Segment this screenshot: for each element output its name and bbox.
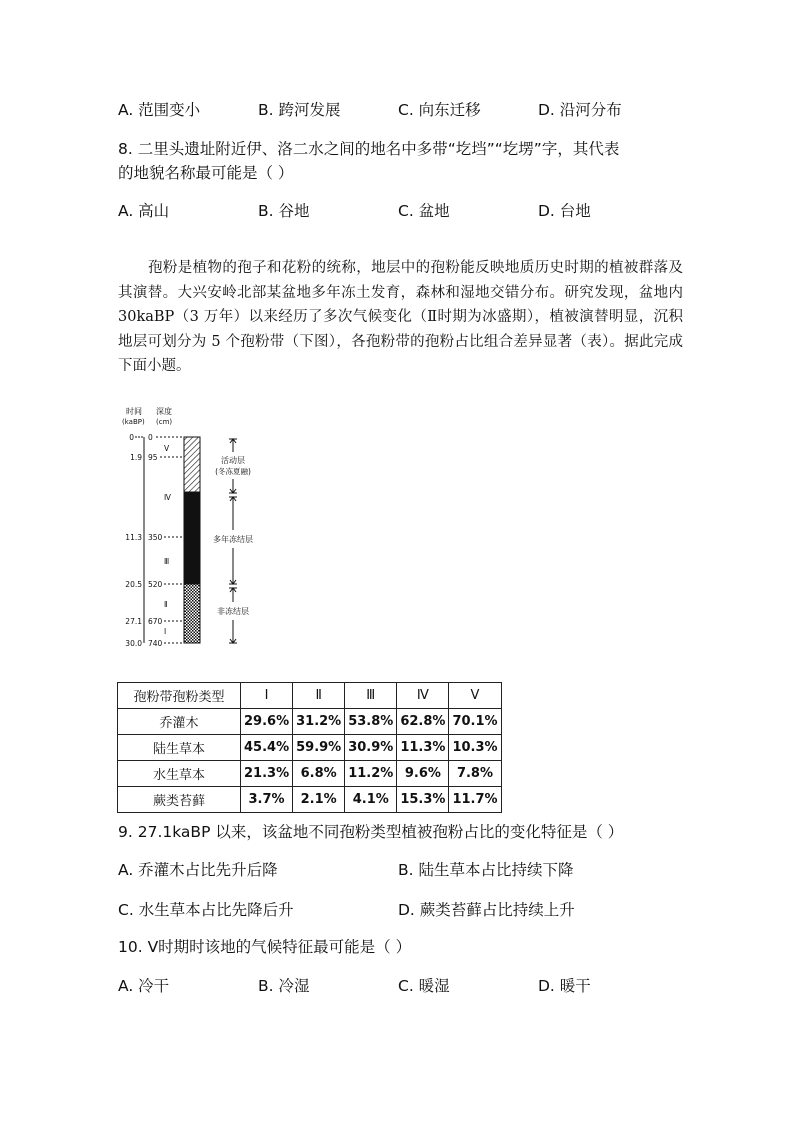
q8-stem-line2: 的地貌名称最可能是（ ）: [118, 164, 294, 182]
table-header-cell: Ⅴ: [449, 683, 501, 709]
q7-option-b: B. 跨河发展: [258, 101, 341, 119]
fig-layer-nonfrozen: [184, 584, 200, 643]
table-cell-type: 水生草本: [118, 761, 241, 787]
table-cell: 29.6%: [241, 709, 293, 735]
fig-header-time: 时间: [126, 407, 142, 416]
fig-depth-label: 350: [148, 533, 163, 542]
table-cell-type: 蕨类苔藓: [118, 787, 241, 813]
fig-zone-1: Ⅰ: [164, 627, 167, 636]
table-cell: 11.7%: [449, 787, 501, 813]
table-cell: 11.3%: [397, 735, 449, 761]
table-cell: 62.8%: [397, 709, 449, 735]
fig-label-nonfrozen: 非冻结层: [217, 607, 249, 616]
fig-time-label: 11.3: [125, 533, 142, 542]
q9-stem: 9. 27.1kaBP 以来，该盆地不同孢粉类型植被孢粉占比的变化特征是（ ）: [118, 823, 624, 841]
table-cell: 2.1%: [293, 787, 345, 813]
q9-option-a: A. 乔灌木占比先升后降: [118, 861, 278, 879]
q9-option-c: C. 水生草本占比先降后升: [118, 901, 294, 919]
fig-layer-permafrost: [184, 492, 200, 584]
q10-option-a: A. 冷干: [118, 977, 170, 995]
fig-label-active: 活动层: [221, 456, 245, 465]
table-row: [118, 735, 502, 761]
table-header-cell: 孢粉带孢粉类型: [118, 683, 241, 709]
fig-row-0: [129, 433, 184, 442]
fig-header-depth: 深度: [156, 407, 172, 416]
table-cell: 10.3%: [449, 735, 501, 761]
table-cell: 4.1%: [345, 787, 397, 813]
table-header-row: [118, 683, 502, 709]
fig-row-4: [125, 617, 184, 626]
q9-options-row1: [118, 858, 718, 880]
table-cell: 30.9%: [345, 735, 397, 761]
table-cell: 11.2%: [345, 761, 397, 787]
fig-depth-label: 670: [148, 617, 163, 626]
q7-options: [118, 98, 718, 120]
fig-time-label: 30.0: [125, 639, 142, 648]
table-header-cell: Ⅱ: [293, 683, 345, 709]
fig-row-3: [125, 580, 184, 589]
table-row: [118, 709, 502, 735]
fig-time-label: 0: [129, 433, 134, 442]
passage-text: 孢粉是植物的孢子和花粉的统称，地层中的孢粉能反映地质历史时期的植被群落及其演替。大兴安岭北部某盆地多年冻土发育，森林和湿地交错分布。研究发现，盆地内 30kaBP（3 万年）以来经历了多次气候变化（Ⅱ时期为冰盛期），植被演替明显，沉积地层可划分为 5 个孢粉带（下图），各孢粉带的孢粉占比组合差异显著（表）。据此完成下面小题。: [118, 260, 683, 374]
table-cell: 45.4%: [241, 735, 293, 761]
table-row: [118, 787, 502, 813]
q9-option-b: B. 陆生草本占比持续下降: [398, 861, 574, 879]
fig-zone-2: Ⅱ: [164, 600, 168, 609]
fig-header-depth-unit: (cm): [156, 418, 173, 426]
table-cell: 31.2%: [293, 709, 345, 735]
table-cell: 15.3%: [397, 787, 449, 813]
q8-stem-line1: 8. 二里头遗址附近伊、洛二水之间的地名中多带“圪垱”“圪塄”字，其代表: [118, 140, 620, 158]
table-cell-type: 乔灌木: [118, 709, 241, 735]
q8-option-d: D. 台地: [538, 202, 591, 220]
q7-option-d: D. 沿河分布: [538, 101, 622, 119]
fig-header-time-unit: (kaBP): [122, 418, 145, 426]
fig-label-permafrost: 多年冻结层: [213, 535, 253, 544]
table-row: [118, 761, 502, 787]
fig-depth-label: 0: [148, 433, 153, 442]
q8-options: [118, 199, 718, 221]
table-cell: 3.7%: [241, 787, 293, 813]
fig-depth-label: 520: [148, 580, 163, 589]
table-cell: 9.6%: [397, 761, 449, 787]
fig-layer-active: [184, 437, 200, 492]
table-cell: 53.8%: [345, 709, 397, 735]
fig-row-5: [125, 639, 184, 648]
q8-option-c: C. 盆地: [398, 202, 450, 220]
table-header-cell: Ⅳ: [397, 683, 449, 709]
table-cell: 7.8%: [449, 761, 501, 787]
fig-label-active-note: (冬冻夏融): [215, 467, 251, 476]
fig-depth-label: 95: [148, 453, 158, 462]
reading-passage: [118, 256, 683, 379]
table-cell: 70.1%: [449, 709, 501, 735]
pollen-table: [117, 682, 502, 813]
q10-stem: 10. Ⅴ时期时该地的气候特征最可能是（ ）: [118, 938, 412, 956]
q10-option-d: D. 暖干: [538, 977, 591, 995]
fig-time-label: 27.1: [125, 617, 142, 626]
q7-option-c: C. 向东迁移: [398, 101, 481, 119]
table-cell: 6.8%: [293, 761, 345, 787]
table-cell: 21.3%: [241, 761, 293, 787]
q9-option-d: D. 蕨类苔藓占比持续上升: [398, 901, 575, 919]
fig-time-label: 1.9: [130, 453, 142, 462]
q8-option-b: B. 谷地: [258, 202, 310, 220]
q10-option-b: B. 冷湿: [258, 977, 310, 995]
q10-option-c: C. 暖湿: [398, 977, 450, 995]
table-header-cell: Ⅲ: [345, 683, 397, 709]
fig-time-label: 20.5: [125, 580, 142, 589]
fig-zone-5: Ⅴ: [164, 444, 170, 453]
table-cell: 59.9%: [293, 735, 345, 761]
table-cell-type: 陆生草本: [118, 735, 241, 761]
fig-zone-4: Ⅳ: [164, 493, 171, 502]
q8-option-a: A. 高山: [118, 202, 170, 220]
q10-options: [118, 974, 718, 996]
q9-options-row2: [118, 898, 718, 920]
table-header-cell: Ⅰ: [241, 683, 293, 709]
stratigraphic-column-figure: [120, 402, 280, 652]
fig-row-1: [130, 453, 184, 462]
fig-depth-label: 740: [148, 639, 163, 648]
fig-row-2: [125, 533, 184, 542]
q7-option-a: A. 范围变小: [118, 101, 201, 119]
fig-zone-3: Ⅲ: [164, 557, 170, 566]
